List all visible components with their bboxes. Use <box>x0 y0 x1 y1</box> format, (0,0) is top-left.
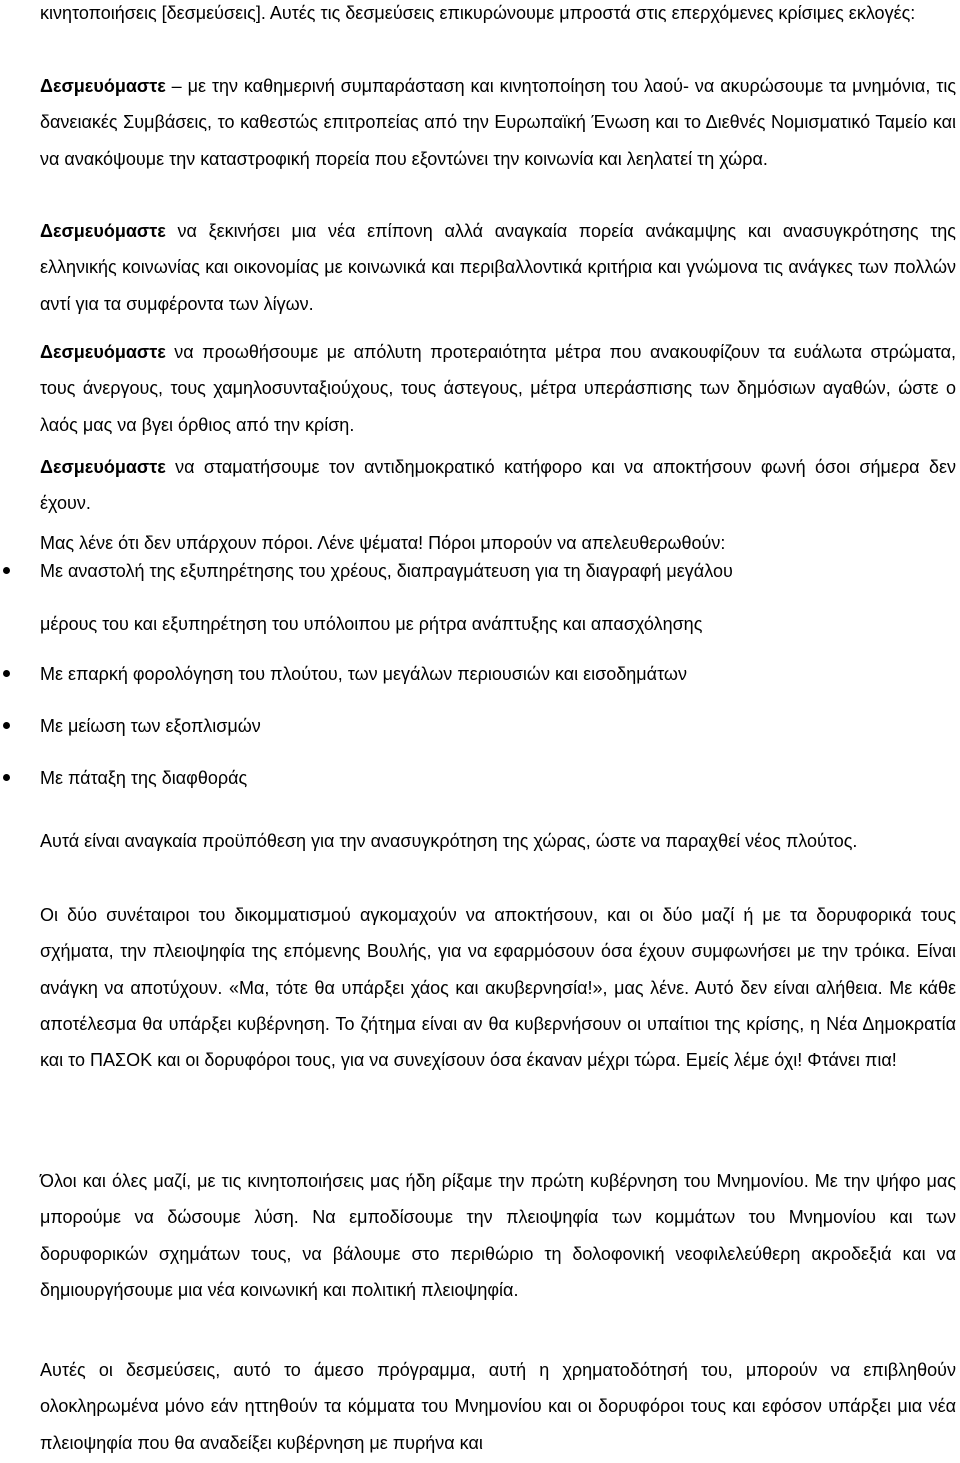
commitment-text: να ξεκινήσει μια νέα επίπονη αλλά αναγκαία πορεία ανάκαμψης και ανασυγκρότησης της ελληνικής κοινωνίας και οικονομίας με κοινωνικά και περιβαλλοντικά κριτήρια και γνώμονα τις ανάγκες των πολλών αντί για τα συμφέροντα των λίγων. <box>40 221 956 314</box>
paragraph-commitment-2 <box>40 213 956 322</box>
commitment-lead: Δεσμευόμαστε <box>40 76 166 96</box>
paragraph-commitment-4 <box>40 449 956 522</box>
list-item-text: μέρους του και εξυπηρέτηση του υπόλοιπου με ρήτρα ανάπτυξης και απασχόλησης <box>40 614 703 634</box>
commitment-lead: Δεσμευόμαστε <box>40 221 166 241</box>
paragraph-bipartisanship <box>40 897 956 1078</box>
bullet-icon <box>3 567 10 574</box>
paragraph-commitment-3 <box>40 334 956 443</box>
commitment-text: – με την καθημερινή συμπαράσταση και κινητοποίηση του λαού- να ακυρώσουμε τα μνημόνια, τις δανειακές Συμβάσεις, το καθεστώς επιτροπείας από την Ευρωπαϊκή Ένωση και το Διεθνές Νομισματικό Ταμείο και να ανακόψουμε την καταστροφική πορεία που εξοντώνει την κοινωνία και λεηλατεί τη χώρα. <box>40 76 956 169</box>
paragraph-together <box>40 1163 956 1308</box>
list-item-text: Με επαρκή φορολόγηση του πλούτου, των μεγάλων περιουσιών και εισοδημάτων <box>40 664 687 684</box>
bullet-icon <box>3 774 10 781</box>
paragraph-resources-text: Μας λένε ότι δεν υπάρχουν πόροι. Λένε ψέματα! Πόροι μπορούν να απελευθερωθούν: <box>40 533 726 553</box>
paragraph-conclusion-text: Αυτές οι δεσμεύσεις, αυτό το άμεσο πρόγραμμα, αυτή η χρηματοδότησή του, μπορούν να επιβληθούν ολοκληρωμένα μόνο εάν ηττηθούν τα κόμματα του Μνημονίου και οι δορυφόροι τους και εφόσον υπάρξει μια νέα πλειοψηφία που θα αναδείξει κυβέρνηση με πυρήνα και <box>40 1360 956 1453</box>
commitment-lead: Δεσμευόμαστε <box>40 342 166 362</box>
bullet-icon <box>3 722 10 729</box>
paragraph-conclusion <box>40 1352 956 1461</box>
paragraph-commitment-1 <box>40 68 956 177</box>
paragraph-together-text: Όλοι και όλες μαζί, με τις κινητοποιήσεις μας ήδη ρίξαμε την πρώτη κυβέρνηση του Μνημονίου. Με την ψήφο μας μπορούμε να δώσουμε λύση. Να εμποδίσουμε την πλειοψηφία των κομμάτων του Μνημονίου και των δορυφορικών σχημάτων τους, να βάλουμε στο περιθώριο τη δολοφονική νεοφιλελεύθερη ακροδεξιά και να δημιουργήσουμε μια νέα κοινωνική και πολιτική πλειοψηφία. <box>40 1171 956 1300</box>
list-item-text: Με αναστολή της εξυπηρέτησης του χρέους, διαπραγμάτευση για τη διαγραφή μεγάλου <box>40 561 733 581</box>
paragraph-intro-text: κινητοποιήσεις [δεσμεύσεις]. Αυτές τις δεσμεύσεις επικυρώνουμε μπροστά στις επερχόμενες κρίσιμες εκλογές: <box>40 3 916 23</box>
paragraph-prerequisite <box>40 823 956 859</box>
commitment-text: να σταματήσουμε τον αντιδημοκρατικό κατήφορο και να αποκτήσουν φωνή όσοι σήμερα δεν έχουν. <box>40 457 956 514</box>
paragraph-intro <box>40 0 956 31</box>
paragraph-bipartisanship-text: Οι δύο συνέταιροι του δικομματισμού αγκομαχούν να αποκτήσουν, και οι δύο μαζί ή με τα δορυφορικά τους σχήματα, την πλειοψηφία της επόμενης Βουλής, για να εφαρμόσουν όσα έχουν συμφωνήσει με την τρόικα. Είναι ανάγκη να αποτύχουν. «Μα, τότε θα υπάρξει χάος και ακυβερνησία!», μας λένε. Αυτό δεν είναι αλήθεια. Με κάθε αποτέλεσμα θα υπάρξει κυβέρνηση. Το ζήτημα είναι αν θα κυβερνήσουν οι υπαίτιοι της κρίσης, η Νέα Δημοκρατία και το ΠΑΣΟΚ και οι δορυφόροι τους, για να συνεχίσουν όσα έκαναν μέχρι τώρα. Εμείς λέμε όχι! Φτάνει πια! <box>40 905 956 1071</box>
paragraph-prerequisite-text: Αυτά είναι αναγκαία προϋπόθεση για την ανασυγκρότηση της χώρας, ώστε να παραχθεί νέος πλούτος. <box>40 831 858 851</box>
commitment-lead: Δεσμευόμαστε <box>40 457 166 477</box>
commitment-text: να προωθήσουμε με απόλυτη προτεραιότητα μέτρα που ανακουφίζουν τα ευάλωτα στρώματα, τους άνεργους, τους χαμηλοσυνταξιούχους, τους άστεγους, μέτρα υπεράσπισης των δημόσιων αγαθών, ώστε ο λαός μας να βγει όρθιος από την κρίση. <box>40 342 956 435</box>
bullet-icon <box>3 670 10 677</box>
list-item-text: Με μείωση των εξοπλισμών <box>40 716 261 736</box>
list-item-text: Με πάταξη της διαφθοράς <box>40 768 248 788</box>
